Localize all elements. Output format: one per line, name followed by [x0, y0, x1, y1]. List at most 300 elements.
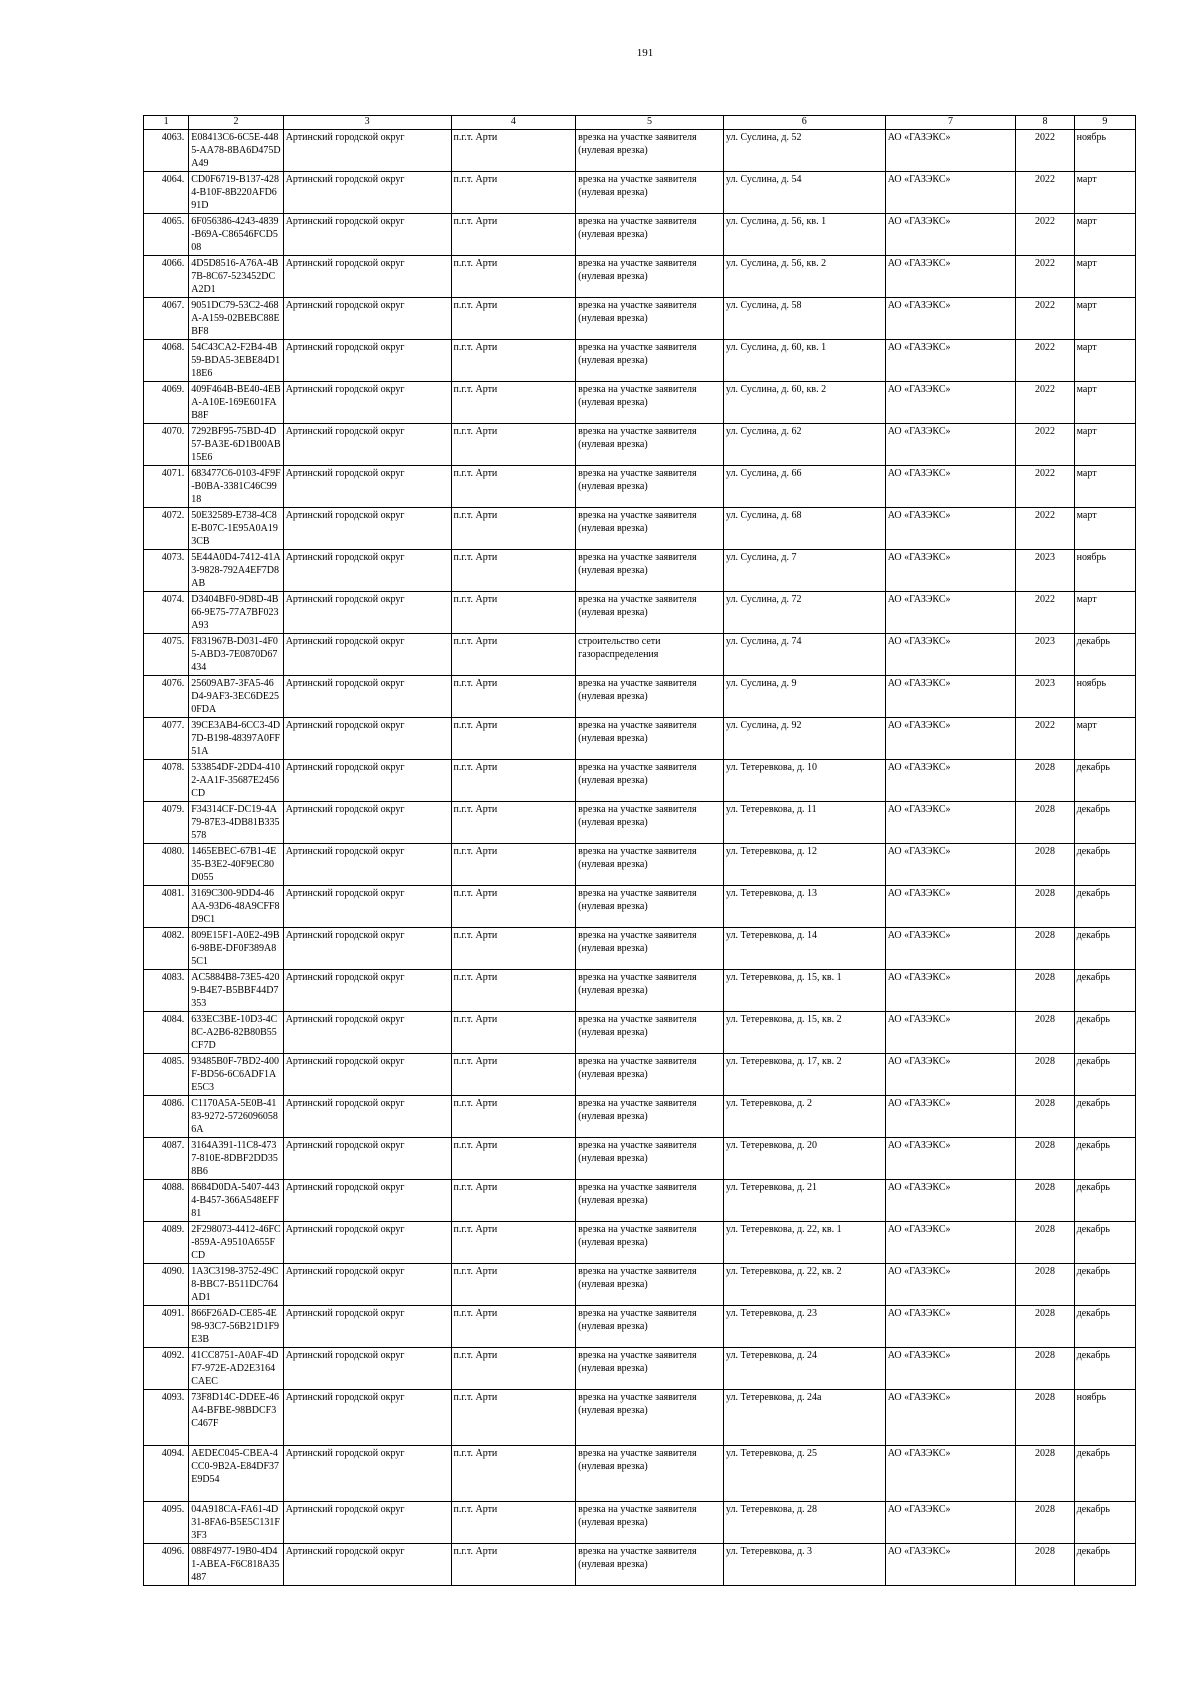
row-number: 4092. [144, 1348, 189, 1390]
record-id: 4D5D8516-A76A-4B7B-8C67-523452DCA2D1 [189, 256, 283, 298]
month-cell: март [1074, 466, 1135, 508]
district-cell: Артинский городской округ [283, 298, 451, 340]
record-id: 3169C300-9DD4-46AA-93D6-48A9CFF8D9C1 [189, 886, 283, 928]
table-row [144, 1446, 1136, 1502]
record-id: AEDEC045-CBEA-4CC0-9B2A-E84DF37E9D54 [189, 1446, 283, 1502]
work-type-cell: врезка на участке заявителя (нулевая врезка) [576, 1306, 724, 1348]
district-cell: Артинский городской округ [283, 844, 451, 886]
work-type-cell: врезка на участке заявителя (нулевая врезка) [576, 214, 724, 256]
row-number: 4067. [144, 298, 189, 340]
organization-cell: АО «ГАЗЭКС» [885, 214, 1016, 256]
address-cell: ул. Тетеревкова, д. 11 [723, 802, 885, 844]
table-row [144, 298, 1136, 340]
record-id: 866F26AD-CE85-4E98-93C7-56B21D1F9E3B [189, 1306, 283, 1348]
work-type-cell: врезка на участке заявителя (нулевая врезка) [576, 466, 724, 508]
column-number: 9 [1074, 116, 1135, 130]
year-cell: 2022 [1016, 256, 1074, 298]
district-cell: Артинский городской округ [283, 214, 451, 256]
work-type-cell: врезка на участке заявителя (нулевая врезка) [576, 1012, 724, 1054]
record-id: 73F8D14C-DDEE-46A4-BFBE-98BDCF3C467F [189, 1390, 283, 1446]
record-id: D3404BF0-9D8D-4B66-9E75-77A7BF023A93 [189, 592, 283, 634]
record-id: 04A918CA-FA61-4D31-8FA6-B5E5C131F3F3 [189, 1502, 283, 1544]
address-cell: ул. Тетеревкова, д. 20 [723, 1138, 885, 1180]
district-cell: Артинский городской округ [283, 886, 451, 928]
row-number: 4090. [144, 1264, 189, 1306]
year-cell: 2028 [1016, 886, 1074, 928]
month-cell: декабрь [1074, 1348, 1135, 1390]
year-cell: 2028 [1016, 1096, 1074, 1138]
month-cell: март [1074, 340, 1135, 382]
district-cell: Артинский городской округ [283, 172, 451, 214]
record-id: F831967B-D031-4F05-ABD3-7E0870D67434 [189, 634, 283, 676]
year-cell: 2028 [1016, 1348, 1074, 1390]
register-table [143, 115, 1136, 1586]
row-number: 4089. [144, 1222, 189, 1264]
address-cell: ул. Тетеревкова, д. 3 [723, 1544, 885, 1586]
year-cell: 2023 [1016, 676, 1074, 718]
table-row [144, 466, 1136, 508]
table-row [144, 718, 1136, 760]
settlement-cell: п.г.т. Арти [451, 1446, 576, 1502]
organization-cell: АО «ГАЗЭКС» [885, 1348, 1016, 1390]
year-cell: 2028 [1016, 1054, 1074, 1096]
year-cell: 2028 [1016, 1138, 1074, 1180]
district-cell: Артинский городской округ [283, 970, 451, 1012]
record-id: 8684D0DA-5407-4434-B457-366A548EFF81 [189, 1180, 283, 1222]
settlement-cell: п.г.т. Арти [451, 802, 576, 844]
table-row [144, 802, 1136, 844]
year-cell: 2028 [1016, 760, 1074, 802]
district-cell: Артинский городской округ [283, 802, 451, 844]
year-cell: 2028 [1016, 802, 1074, 844]
month-cell: декабрь [1074, 886, 1135, 928]
column-number: 2 [189, 116, 283, 130]
row-number: 4070. [144, 424, 189, 466]
district-cell: Артинский городской округ [283, 1502, 451, 1544]
address-cell: ул. Суслина, д. 60, кв. 2 [723, 382, 885, 424]
table-row [144, 844, 1136, 886]
district-cell: Артинский городской округ [283, 424, 451, 466]
district-cell: Артинский городской округ [283, 1390, 451, 1446]
address-cell: ул. Тетеревкова, д. 25 [723, 1446, 885, 1502]
settlement-cell: п.г.т. Арти [451, 970, 576, 1012]
month-cell: ноябрь [1074, 1390, 1135, 1446]
settlement-cell: п.г.т. Арти [451, 1544, 576, 1586]
organization-cell: АО «ГАЗЭКС» [885, 886, 1016, 928]
district-cell: Артинский городской округ [283, 1544, 451, 1586]
district-cell: Артинский городской округ [283, 1306, 451, 1348]
address-cell: ул. Тетеревкова, д. 28 [723, 1502, 885, 1544]
address-cell: ул. Суслина, д. 58 [723, 298, 885, 340]
address-cell: ул. Тетеревкова, д. 13 [723, 886, 885, 928]
row-number: 4096. [144, 1544, 189, 1586]
work-type-cell: врезка на участке заявителя (нулевая врезка) [576, 1222, 724, 1264]
district-cell: Артинский городской округ [283, 634, 451, 676]
row-number: 4095. [144, 1502, 189, 1544]
work-type-cell: врезка на участке заявителя (нулевая врезка) [576, 130, 724, 172]
organization-cell: АО «ГАЗЭКС» [885, 1502, 1016, 1544]
row-number: 4079. [144, 802, 189, 844]
table-row [144, 1348, 1136, 1390]
column-number: 7 [885, 116, 1016, 130]
record-id: 533854DF-2DD4-4102-AA1F-35687E2456CD [189, 760, 283, 802]
row-number: 4093. [144, 1390, 189, 1446]
organization-cell: АО «ГАЗЭКС» [885, 760, 1016, 802]
table-row [144, 508, 1136, 550]
table-row [144, 928, 1136, 970]
organization-cell: АО «ГАЗЭКС» [885, 424, 1016, 466]
settlement-cell: п.г.т. Арти [451, 1222, 576, 1264]
row-number: 4072. [144, 508, 189, 550]
row-number: 4063. [144, 130, 189, 172]
record-id: AC5884B8-73E5-4209-B4E7-B5BBF44D7353 [189, 970, 283, 1012]
settlement-cell: п.г.т. Арти [451, 550, 576, 592]
settlement-cell: п.г.т. Арти [451, 1306, 576, 1348]
year-cell: 2022 [1016, 214, 1074, 256]
district-cell: Артинский городской округ [283, 340, 451, 382]
table-row [144, 1180, 1136, 1222]
address-cell: ул. Тетеревкова, д. 22, кв. 2 [723, 1264, 885, 1306]
table-row [144, 634, 1136, 676]
record-id: E08413C6-6C5E-4485-AA78-8BA6D475DA49 [189, 130, 283, 172]
row-number: 4066. [144, 256, 189, 298]
year-cell: 2028 [1016, 1544, 1074, 1586]
row-number: 4071. [144, 466, 189, 508]
settlement-cell: п.г.т. Арти [451, 1054, 576, 1096]
address-cell: ул. Суслина, д. 74 [723, 634, 885, 676]
organization-cell: АО «ГАЗЭКС» [885, 466, 1016, 508]
record-id: 41CC8751-A0AF-4DF7-972E-AD2E3164CAEC [189, 1348, 283, 1390]
table-row [144, 214, 1136, 256]
settlement-cell: п.г.т. Арти [451, 424, 576, 466]
record-id: 683477C6-0103-4F9F-B0BA-3381C46C9918 [189, 466, 283, 508]
record-id: 409F464B-BE40-4EBA-A10E-169E601FAB8F [189, 382, 283, 424]
record-id: 088F4977-19B0-4D41-ABEA-F6C818A35487 [189, 1544, 283, 1586]
address-cell: ул. Тетеревкова, д. 23 [723, 1306, 885, 1348]
work-type-cell: врезка на участке заявителя (нулевая врезка) [576, 508, 724, 550]
year-cell: 2022 [1016, 382, 1074, 424]
column-number: 6 [723, 116, 885, 130]
organization-cell: АО «ГАЗЭКС» [885, 1096, 1016, 1138]
record-id: 6F056386-4243-4839-B69A-C86546FCD508 [189, 214, 283, 256]
row-number: 4084. [144, 1012, 189, 1054]
organization-cell: АО «ГАЗЭКС» [885, 1264, 1016, 1306]
address-cell: ул. Тетеревкова, д. 24а [723, 1390, 885, 1446]
month-cell: декабрь [1074, 760, 1135, 802]
address-cell: ул. Суслина, д. 54 [723, 172, 885, 214]
month-cell: март [1074, 592, 1135, 634]
month-cell: ноябрь [1074, 130, 1135, 172]
row-number: 4064. [144, 172, 189, 214]
column-number-row [144, 116, 1136, 130]
settlement-cell: п.г.т. Арти [451, 592, 576, 634]
work-type-cell: врезка на участке заявителя (нулевая врезка) [576, 340, 724, 382]
month-cell: март [1074, 298, 1135, 340]
table-row [144, 592, 1136, 634]
record-id: 93485B0F-7BD2-400F-BD56-6C6ADF1AE5C3 [189, 1054, 283, 1096]
table-row [144, 1544, 1136, 1586]
organization-cell: АО «ГАЗЭКС» [885, 844, 1016, 886]
work-type-cell: врезка на участке заявителя (нулевая врезка) [576, 1446, 724, 1502]
record-id: 1A3C3198-3752-49C8-BBC7-B511DC764AD1 [189, 1264, 283, 1306]
address-cell: ул. Суслина, д. 92 [723, 718, 885, 760]
row-number: 4088. [144, 1180, 189, 1222]
organization-cell: АО «ГАЗЭКС» [885, 1138, 1016, 1180]
year-cell: 2028 [1016, 928, 1074, 970]
district-cell: Артинский городской округ [283, 1138, 451, 1180]
row-number: 4075. [144, 634, 189, 676]
row-number: 4074. [144, 592, 189, 634]
row-number: 4082. [144, 928, 189, 970]
address-cell: ул. Суслина, д. 72 [723, 592, 885, 634]
table-row [144, 760, 1136, 802]
year-cell: 2022 [1016, 508, 1074, 550]
year-cell: 2022 [1016, 466, 1074, 508]
work-type-cell: врезка на участке заявителя (нулевая врезка) [576, 256, 724, 298]
record-id: F34314CF-DC19-4A79-87E3-4DB81B335578 [189, 802, 283, 844]
record-id: 809E15F1-A0E2-49B6-98BE-DF0F389A85C1 [189, 928, 283, 970]
month-cell: декабрь [1074, 634, 1135, 676]
year-cell: 2022 [1016, 340, 1074, 382]
month-cell: март [1074, 382, 1135, 424]
work-type-cell: врезка на участке заявителя (нулевая врезка) [576, 424, 724, 466]
organization-cell: АО «ГАЗЭКС» [885, 298, 1016, 340]
year-cell: 2028 [1016, 970, 1074, 1012]
address-cell: ул. Суслина, д. 56, кв. 1 [723, 214, 885, 256]
settlement-cell: п.г.т. Арти [451, 508, 576, 550]
organization-cell: АО «ГАЗЭКС» [885, 172, 1016, 214]
column-number: 1 [144, 116, 189, 130]
organization-cell: АО «ГАЗЭКС» [885, 1180, 1016, 1222]
row-number: 4069. [144, 382, 189, 424]
month-cell: декабрь [1074, 1264, 1135, 1306]
settlement-cell: п.г.т. Арти [451, 1138, 576, 1180]
settlement-cell: п.г.т. Арти [451, 256, 576, 298]
month-cell: март [1074, 214, 1135, 256]
address-cell: ул. Суслина, д. 66 [723, 466, 885, 508]
district-cell: Артинский городской округ [283, 1264, 451, 1306]
settlement-cell: п.г.т. Арти [451, 298, 576, 340]
table-row [144, 676, 1136, 718]
address-cell: ул. Суслина, д. 68 [723, 508, 885, 550]
settlement-cell: п.г.т. Арти [451, 1390, 576, 1446]
organization-cell: АО «ГАЗЭКС» [885, 382, 1016, 424]
row-number: 4073. [144, 550, 189, 592]
organization-cell: АО «ГАЗЭКС» [885, 676, 1016, 718]
district-cell: Артинский городской округ [283, 508, 451, 550]
address-cell: ул. Тетеревкова, д. 15, кв. 1 [723, 970, 885, 1012]
month-cell: декабрь [1074, 1054, 1135, 1096]
address-cell: ул. Тетеревкова, д. 21 [723, 1180, 885, 1222]
table-row [144, 382, 1136, 424]
settlement-cell: п.г.т. Арти [451, 130, 576, 172]
organization-cell: АО «ГАЗЭКС» [885, 256, 1016, 298]
month-cell: ноябрь [1074, 676, 1135, 718]
year-cell: 2028 [1016, 1390, 1074, 1446]
record-id: 7292BF95-75BD-4D57-BA3E-6D1B00AB15E6 [189, 424, 283, 466]
address-cell: ул. Тетеревкова, д. 10 [723, 760, 885, 802]
row-number: 4077. [144, 718, 189, 760]
row-number: 4081. [144, 886, 189, 928]
record-id: 1465EBEC-67B1-4E35-B3E2-40F9EC80D055 [189, 844, 283, 886]
organization-cell: АО «ГАЗЭКС» [885, 802, 1016, 844]
work-type-cell: врезка на участке заявителя (нулевая врезка) [576, 1138, 724, 1180]
year-cell: 2022 [1016, 424, 1074, 466]
settlement-cell: п.г.т. Арти [451, 340, 576, 382]
address-cell: ул. Тетеревкова, д. 2 [723, 1096, 885, 1138]
district-cell: Артинский городской округ [283, 466, 451, 508]
year-cell: 2028 [1016, 1502, 1074, 1544]
record-id: 39CE3AB4-6CC3-4D7D-B198-48397A0FF51A [189, 718, 283, 760]
work-type-cell: врезка на участке заявителя (нулевая врезка) [576, 718, 724, 760]
work-type-cell: врезка на участке заявителя (нулевая врезка) [576, 1264, 724, 1306]
district-cell: Артинский городской округ [283, 1096, 451, 1138]
record-id: 3164A391-11C8-4737-810E-8DBF2DD358B6 [189, 1138, 283, 1180]
month-cell: декабрь [1074, 1012, 1135, 1054]
district-cell: Артинский городской округ [283, 1348, 451, 1390]
month-cell: декабрь [1074, 1222, 1135, 1264]
settlement-cell: п.г.т. Арти [451, 1502, 576, 1544]
work-type-cell: врезка на участке заявителя (нулевая врезка) [576, 928, 724, 970]
district-cell: Артинский городской округ [283, 1180, 451, 1222]
settlement-cell: п.г.т. Арти [451, 1180, 576, 1222]
district-cell: Артинский городской округ [283, 1222, 451, 1264]
settlement-cell: п.г.т. Арти [451, 634, 576, 676]
settlement-cell: п.г.т. Арти [451, 676, 576, 718]
table-row [144, 1096, 1136, 1138]
organization-cell: АО «ГАЗЭКС» [885, 928, 1016, 970]
row-number: 4083. [144, 970, 189, 1012]
table-row [144, 550, 1136, 592]
record-id: 9051DC79-53C2-468A-A159-02BEBC88EBF8 [189, 298, 283, 340]
month-cell: март [1074, 508, 1135, 550]
year-cell: 2022 [1016, 592, 1074, 634]
work-type-cell: врезка на участке заявителя (нулевая врезка) [576, 844, 724, 886]
month-cell: декабрь [1074, 1180, 1135, 1222]
settlement-cell: п.г.т. Арти [451, 466, 576, 508]
work-type-cell: строительство сети газораспределения [576, 634, 724, 676]
work-type-cell: врезка на участке заявителя (нулевая врезка) [576, 1390, 724, 1446]
work-type-cell: врезка на участке заявителя (нулевая врезка) [576, 1180, 724, 1222]
month-cell: март [1074, 718, 1135, 760]
row-number: 4065. [144, 214, 189, 256]
month-cell: декабрь [1074, 844, 1135, 886]
district-cell: Артинский городской округ [283, 1446, 451, 1502]
table-row [144, 1306, 1136, 1348]
work-type-cell: врезка на участке заявителя (нулевая врезка) [576, 676, 724, 718]
address-cell: ул. Суслина, д. 7 [723, 550, 885, 592]
organization-cell: АО «ГАЗЭКС» [885, 970, 1016, 1012]
month-cell: март [1074, 172, 1135, 214]
address-cell: ул. Тетеревкова, д. 12 [723, 844, 885, 886]
settlement-cell: п.г.т. Арти [451, 844, 576, 886]
record-id: C1170A5A-5E0B-4183-9272-57260960586A [189, 1096, 283, 1138]
table-row [144, 886, 1136, 928]
organization-cell: АО «ГАЗЭКС» [885, 1446, 1016, 1502]
organization-cell: АО «ГАЗЭКС» [885, 592, 1016, 634]
district-cell: Артинский городской округ [283, 130, 451, 172]
organization-cell: АО «ГАЗЭКС» [885, 1390, 1016, 1446]
settlement-cell: п.г.т. Арти [451, 1348, 576, 1390]
year-cell: 2028 [1016, 1012, 1074, 1054]
work-type-cell: врезка на участке заявителя (нулевая врезка) [576, 550, 724, 592]
table-row [144, 1502, 1136, 1544]
settlement-cell: п.г.т. Арти [451, 172, 576, 214]
year-cell: 2028 [1016, 1446, 1074, 1502]
month-cell: ноябрь [1074, 550, 1135, 592]
row-number: 4076. [144, 676, 189, 718]
table-row [144, 256, 1136, 298]
year-cell: 2028 [1016, 1180, 1074, 1222]
month-cell: декабрь [1074, 1446, 1135, 1502]
year-cell: 2022 [1016, 298, 1074, 340]
address-cell: ул. Тетеревкова, д. 22, кв. 1 [723, 1222, 885, 1264]
year-cell: 2028 [1016, 1222, 1074, 1264]
record-id: 50E32589-E738-4C8E-B07C-1E95A0A193CB [189, 508, 283, 550]
work-type-cell: врезка на участке заявителя (нулевая врезка) [576, 886, 724, 928]
table-row [144, 970, 1136, 1012]
work-type-cell: врезка на участке заявителя (нулевая врезка) [576, 1544, 724, 1586]
work-type-cell: врезка на участке заявителя (нулевая врезка) [576, 1502, 724, 1544]
table-row [144, 130, 1136, 172]
organization-cell: АО «ГАЗЭКС» [885, 1012, 1016, 1054]
month-cell: декабрь [1074, 1502, 1135, 1544]
settlement-cell: п.г.т. Арти [451, 1264, 576, 1306]
month-cell: декабрь [1074, 1096, 1135, 1138]
row-number: 4085. [144, 1054, 189, 1096]
district-cell: Артинский городской округ [283, 760, 451, 802]
column-number: 3 [283, 116, 451, 130]
month-cell: декабрь [1074, 928, 1135, 970]
district-cell: Артинский городской округ [283, 928, 451, 970]
table-row [144, 1138, 1136, 1180]
record-id: 2F298073-4412-46FC-859A-A9510A655FCD [189, 1222, 283, 1264]
work-type-cell: врезка на участке заявителя (нулевая врезка) [576, 1348, 724, 1390]
month-cell: март [1074, 424, 1135, 466]
district-cell: Артинский городской округ [283, 676, 451, 718]
district-cell: Артинский городской округ [283, 1054, 451, 1096]
record-id: 633EC3BE-10D3-4C8C-A2B6-82B80B55CF7D [189, 1012, 283, 1054]
month-cell: декабрь [1074, 970, 1135, 1012]
row-number: 4068. [144, 340, 189, 382]
settlement-cell: п.г.т. Арти [451, 1012, 576, 1054]
table-row [144, 1054, 1136, 1096]
address-cell: ул. Суслина, д. 62 [723, 424, 885, 466]
year-cell: 2022 [1016, 172, 1074, 214]
month-cell: декабрь [1074, 1306, 1135, 1348]
year-cell: 2028 [1016, 844, 1074, 886]
district-cell: Артинский городской округ [283, 256, 451, 298]
address-cell: ул. Тетеревкова, д. 15, кв. 2 [723, 1012, 885, 1054]
address-cell: ул. Тетеревкова, д. 24 [723, 1348, 885, 1390]
work-type-cell: врезка на участке заявителя (нулевая врезка) [576, 298, 724, 340]
table-row [144, 1264, 1136, 1306]
month-cell: март [1074, 256, 1135, 298]
year-cell: 2022 [1016, 718, 1074, 760]
address-cell: ул. Тетеревкова, д. 14 [723, 928, 885, 970]
address-cell: ул. Суслина, д. 9 [723, 676, 885, 718]
organization-cell: АО «ГАЗЭКС» [885, 634, 1016, 676]
record-id: 5E44A0D4-7412-41A3-9828-792A4EF7D8AB [189, 550, 283, 592]
year-cell: 2023 [1016, 550, 1074, 592]
page-number: 191 [636, 47, 654, 59]
work-type-cell: врезка на участке заявителя (нулевая врезка) [576, 172, 724, 214]
district-cell: Артинский городской округ [283, 1012, 451, 1054]
work-type-cell: врезка на участке заявителя (нулевая врезка) [576, 802, 724, 844]
table-row [144, 172, 1136, 214]
work-type-cell: врезка на участке заявителя (нулевая врезка) [576, 760, 724, 802]
organization-cell: АО «ГАЗЭКС» [885, 718, 1016, 760]
